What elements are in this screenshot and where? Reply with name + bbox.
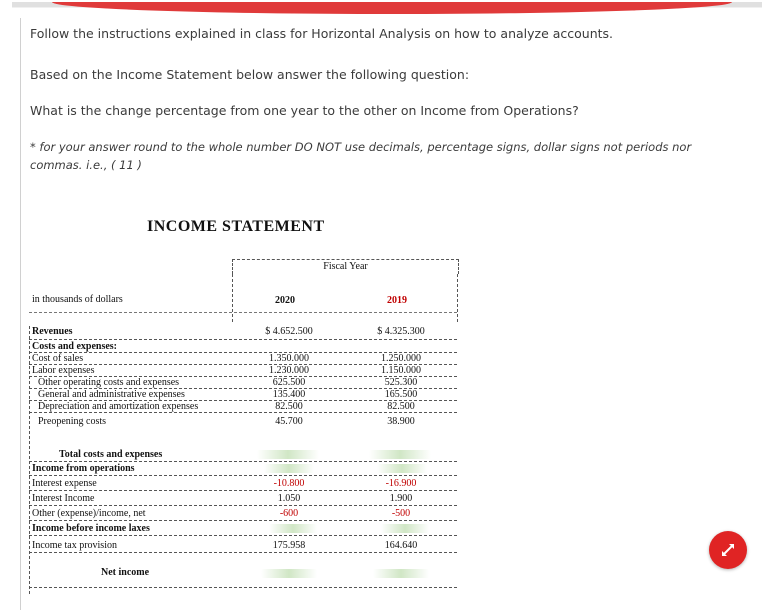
row-value-2020: 135.400 (272, 389, 306, 400)
divider (457, 274, 458, 322)
row-label: Revenues (32, 326, 73, 337)
row-value-2019: 82.500 (387, 401, 415, 412)
divider (29, 312, 457, 313)
row-label: Costs and expenses: (32, 341, 118, 352)
statement-row (29, 523, 457, 536)
top-accent-bar (12, 2, 762, 16)
row-label: Depreciation and amortization expenses (38, 401, 199, 412)
statement-row (29, 365, 457, 377)
statement-row (29, 508, 457, 521)
row-label: Interest expense (32, 478, 97, 489)
instruction-line-1: Follow the instructions explained in class for Horizontal Analysis on how to analyze accounts. (30, 26, 614, 41)
row-value-2020: 175.958 (272, 540, 306, 551)
row-value-2019: 38.900 (387, 416, 415, 427)
row-label: Labor expenses (32, 365, 95, 376)
statement-title: INCOME STATEMENT (147, 218, 325, 235)
year-2020-header: 2020 (275, 295, 295, 306)
statement-row (29, 326, 457, 340)
row-value-2020: 82.500 (275, 401, 303, 412)
fiscal-year-header: Fiscal Year (232, 259, 459, 274)
row-value-2019: 1.250.000 (381, 353, 421, 364)
row-value-2019: 1.900 (389, 493, 413, 504)
row-value-2019: 165.500 (384, 389, 418, 400)
hidden-value-2020 (261, 569, 317, 578)
statement-row (29, 389, 457, 401)
row-label: Total costs and expenses (59, 449, 163, 460)
statement-row (29, 341, 457, 353)
statement-row (29, 463, 457, 476)
divider (232, 274, 233, 322)
expand-arrows-icon (720, 542, 736, 558)
row-value-2019: -500 (391, 508, 411, 519)
row-value-2020: 625.500 (272, 377, 306, 388)
statement-row (29, 401, 457, 413)
hidden-value-2019 (381, 524, 429, 533)
instruction-line-2: Based on the Income Statement below answer the following question: (30, 67, 470, 82)
row-value-2020: $ 4.652.500 (265, 326, 313, 337)
hidden-value-2019 (373, 569, 429, 578)
row-value-2019: 1.150.000 (381, 365, 421, 376)
row-value-2019: 164.640 (384, 540, 418, 551)
unit-label: in thousands of dollars (32, 294, 123, 305)
row-value-2020: 1.350.000 (269, 353, 309, 364)
income-statement-image (29, 212, 458, 596)
row-label: Other (expense)/income, net (32, 508, 146, 519)
row-label: Cost of sales (32, 353, 84, 364)
hidden-value-2020 (264, 464, 314, 473)
hidden-value-2019 (369, 450, 431, 459)
statement-row (29, 353, 457, 365)
answer-note: * for your answer round to the whole number DO NOT use decimals, percentage signs, dollar signs not periods nor commas. i.e., ( 11 ) (30, 140, 692, 172)
row-label: Net income (101, 567, 150, 578)
row-label: Preopening costs (38, 416, 107, 427)
statement-row (29, 413, 457, 429)
row-value-2020: -10.800 (273, 478, 305, 489)
row-value-2020: 1.050 (277, 493, 301, 504)
row-label: Income tax provision (32, 540, 117, 551)
row-value-2020: -600 (279, 508, 299, 519)
statement-row (29, 449, 457, 462)
statement-row (29, 377, 457, 389)
row-value-2019: 525.300 (384, 377, 418, 388)
row-label: Interest Income (32, 493, 95, 504)
hidden-value-2019 (377, 464, 427, 473)
row-label: Other operating costs and expenses (38, 377, 180, 388)
question-text: What is the change percentage from one year to the other on Income from Operations? (30, 103, 579, 118)
hidden-value-2020 (257, 450, 319, 459)
statement-row (29, 538, 457, 553)
row-label: Income before income laxes (32, 523, 150, 534)
row-label: General and administrative expenses (38, 389, 185, 400)
statement-row (29, 557, 457, 588)
row-value-2019: -16.900 (385, 478, 417, 489)
hidden-value-2020 (269, 524, 317, 533)
row-label: Income from operations (32, 463, 135, 474)
expand-image-button[interactable] (709, 531, 747, 569)
row-value-2019: $ 4.325.300 (377, 326, 425, 337)
statement-row (29, 478, 457, 491)
year-2019-header: 2019 (387, 295, 407, 306)
statement-row (29, 493, 457, 506)
row-value-2020: 1.230.000 (269, 365, 309, 376)
row-value-2020: 45.700 (275, 416, 303, 427)
